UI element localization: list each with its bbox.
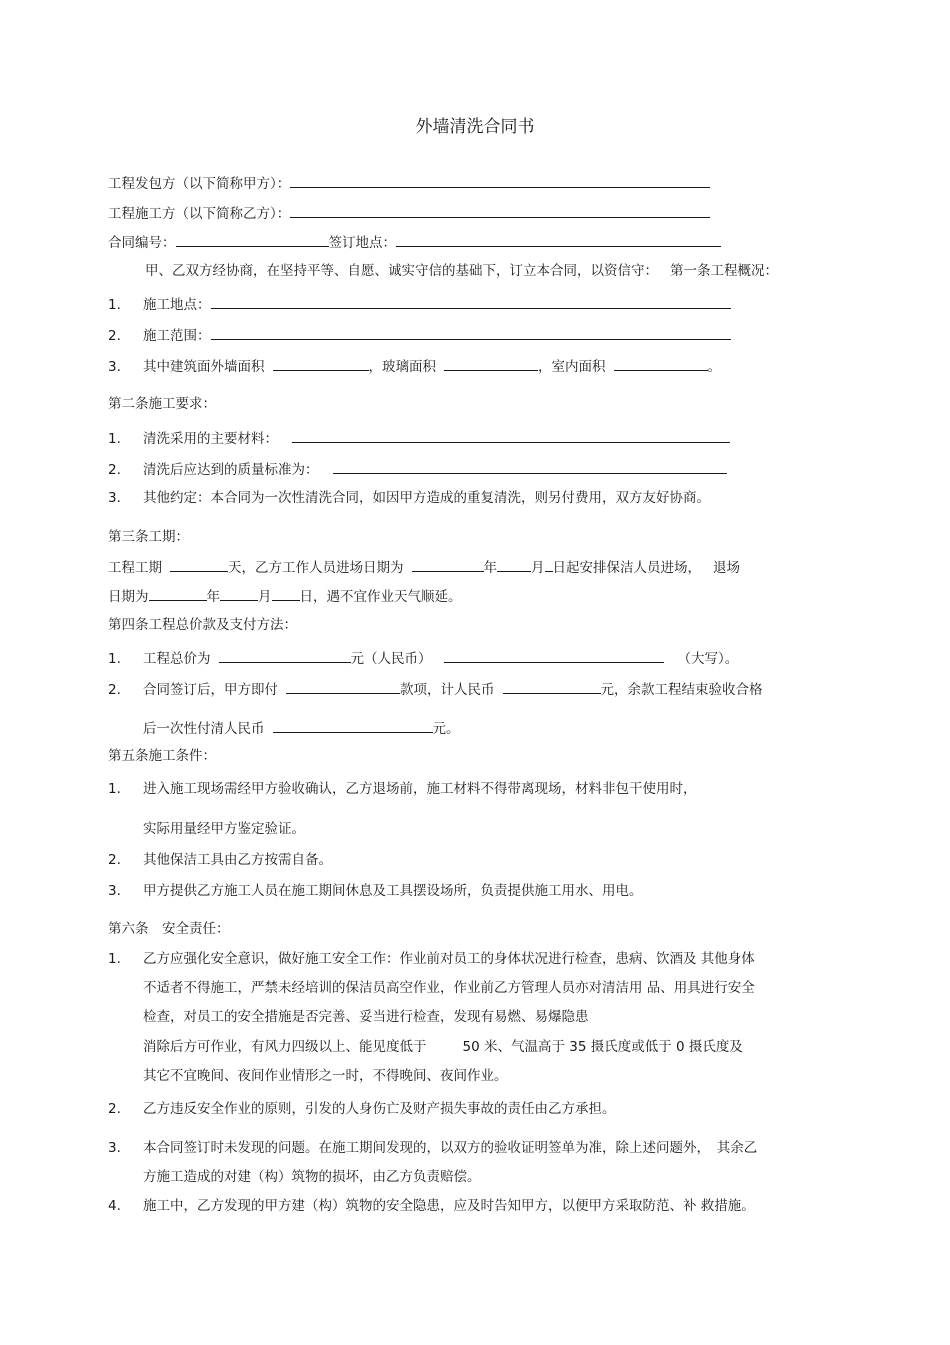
indoor-area-blank[interactable] xyxy=(614,356,708,371)
month-unit: 月 xyxy=(531,560,545,576)
article6-item-4-text: 施工中，乙方发现的甲方建（构）筑物的安全隐患，应及时告知甲方，以便甲方采取防范、补 救措施。 xyxy=(143,1198,755,1214)
duration-label: 工程工期 xyxy=(108,560,162,576)
site-scope-blank[interactable] xyxy=(211,325,731,340)
article6-item-2 xyxy=(108,1100,616,1118)
article6-item-1 xyxy=(108,950,755,968)
item-number: 3. xyxy=(108,359,121,375)
party-a-blank[interactable] xyxy=(290,173,710,188)
document-title: 外墙清洗合同书 xyxy=(415,117,535,137)
item-number: 3. xyxy=(108,1140,121,1156)
article1-item-2 xyxy=(108,325,731,345)
year-unit: 年 xyxy=(483,560,497,576)
exit-month-blank[interactable] xyxy=(220,586,258,601)
advance-payment-blank[interactable] xyxy=(286,679,400,694)
article2-item-2 xyxy=(108,459,727,479)
item-number: 4. xyxy=(108,1198,121,1214)
wall-area-label: 其中建筑面外墙面积 xyxy=(143,359,265,375)
item-number: 2. xyxy=(108,1101,121,1117)
contract-no-line xyxy=(108,232,721,252)
year-unit: 年 xyxy=(206,589,220,605)
article6-item-1-line-5: 其它不宜晚间、夜间作业情形之一时，不得晚间、夜间作业。 xyxy=(143,1068,508,1084)
article6-item-1-line-1: 乙方应强化安全意识，做好施工安全工作：作业前对员工的身体状况进行检查，患病、饮酒及 其他身体 xyxy=(143,951,755,967)
month-unit: 月 xyxy=(258,589,272,605)
entry-text: 日起安排保洁人员进场， xyxy=(552,560,701,576)
article5-item-2 xyxy=(108,851,332,869)
article5-item-3 xyxy=(108,882,643,900)
party-b-blank[interactable] xyxy=(290,203,710,218)
article6-item-3 xyxy=(108,1139,757,1157)
article2-item-1 xyxy=(108,428,730,448)
article4-title: 第四条工程总价款及支付方法： xyxy=(108,617,297,633)
yuan-unit: 元。 xyxy=(432,721,460,737)
article4-item-2 xyxy=(108,679,763,699)
materials-label: 清洗采用的主要材料： xyxy=(143,431,278,447)
total-price-words-blank[interactable] xyxy=(444,648,664,663)
article6-item-1-line-4 xyxy=(143,1038,743,1056)
item-number: 1. xyxy=(108,431,121,447)
exit-day-blank[interactable] xyxy=(272,586,300,601)
article5-title: 第五条施工条件： xyxy=(108,748,216,764)
contract-no-blank[interactable] xyxy=(176,232,329,247)
total-price-blank[interactable] xyxy=(219,648,351,663)
site-location-label: 施工地点： xyxy=(143,297,211,313)
other-terms-text: 其他约定：本合同为一次性清洗合同，如因甲方造成的重复清洗，则另付费用，双方友好协商。 xyxy=(143,490,710,506)
article6-item-1-line-3: 检查，对员工的安全措施是否完善、妥当进行检查，发现有易燃、易爆隐患 xyxy=(143,1009,589,1025)
entry-day-blank[interactable] xyxy=(545,557,553,572)
article1-title: 第一条工程概况： xyxy=(670,263,778,279)
item-number: 2. xyxy=(108,682,121,698)
article6-item-3-line-2: 方施工造成的对建（构）筑物的损坏，由乙方负责赔偿。 xyxy=(143,1169,481,1185)
balance-amount-blank[interactable] xyxy=(273,718,433,733)
sign-place-label: 签订地点： xyxy=(328,235,396,251)
balance-label: 后一次性付清人民币 xyxy=(143,721,265,737)
entry-year-blank[interactable] xyxy=(412,557,484,572)
party-b-label: 工程施工方（以下简称乙方）： xyxy=(108,206,291,222)
duration-days-blank[interactable] xyxy=(170,557,228,572)
period-mark: 。 xyxy=(707,359,721,375)
article6-item-3-line-1: 本合同签订时未发现的问题。在施工期间发现的，以双方的验收证明签单为准，除上述问题外， 其余乙 xyxy=(143,1140,758,1156)
exit-text: 日，遇不宜作业天气顺延。 xyxy=(299,589,462,605)
preamble-text: 甲、乙双方经协商，在坚持平等、自愿、诚实守信的基础下，订立本合同，以资信守： xyxy=(145,263,658,279)
site-scope-label: 施工范围： xyxy=(143,328,211,344)
exit-label: 退场 xyxy=(713,560,740,576)
article4-item-1 xyxy=(108,648,738,668)
quality-label: 清洗后应达到的质量标准为： xyxy=(143,462,319,478)
item-number: 1. xyxy=(108,951,121,967)
wind-visibility-text: 消除后方可作业，有风力四级以上、能见度低于 xyxy=(143,1039,427,1055)
article2-title: 第二条施工要求： xyxy=(108,396,216,412)
item-number: 1. xyxy=(108,651,121,667)
sign-place-blank[interactable] xyxy=(396,232,721,247)
article4-item-2-cont xyxy=(143,718,460,738)
party-a-label: 工程发包方（以下简称甲方）： xyxy=(108,176,291,192)
article1-item-1 xyxy=(108,294,731,314)
party-a-line xyxy=(108,173,710,193)
in-words-label: （大写）。 xyxy=(677,651,739,667)
article6-item-4 xyxy=(108,1197,755,1215)
materials-blank[interactable] xyxy=(292,428,730,443)
article6-title: 第六条 安全责任： xyxy=(108,921,230,937)
article3-title: 第三条工期： xyxy=(108,529,189,545)
article5-item-1 xyxy=(108,780,697,798)
exit-year-blank[interactable] xyxy=(149,586,207,601)
rmb-label: 元（人民币） xyxy=(350,651,432,667)
contract-no-label: 合同编号： xyxy=(108,235,176,251)
amount-label: 款项，计人民币 xyxy=(400,682,495,698)
party-b-line xyxy=(108,203,710,223)
article6-item-2-text: 乙方违反安全作业的原则，引发的人身伤亡及财产损失事故的责任由乙方承担。 xyxy=(143,1101,616,1117)
glass-area-label: ，玻璃面积 xyxy=(368,359,436,375)
article6-item-1-line-2: 不适者不得施工，严禁未经培训的保洁员高空作业，作业前乙方管理人员亦对清洁用 品、用具进行安全 xyxy=(143,980,755,996)
article5-item-1-text: 进入施工现场需经甲方验收确认，乙方退场前，施工材料不得带离现场，材料非包干使用时， xyxy=(143,781,697,797)
balance-text: 元，余款工程结束验收合格 xyxy=(600,682,763,698)
item-number: 3. xyxy=(108,883,121,899)
article5-item-1-cont: 实际用量经甲方鉴定验证。 xyxy=(143,821,305,837)
site-location-blank[interactable] xyxy=(211,294,731,309)
item-number: 2. xyxy=(108,852,121,868)
article2-item-3 xyxy=(108,489,710,507)
article5-item-3-text: 甲方提供乙方施工人员在施工期间休息及工具摆设场所，负责提供施工用水、用电。 xyxy=(143,883,643,899)
preamble-line xyxy=(145,262,778,280)
indoor-area-label: ，室内面积 xyxy=(538,359,606,375)
advance-payment-label: 合同签订后，甲方即付 xyxy=(143,682,278,698)
article3-line-1 xyxy=(108,557,740,577)
item-number: 2. xyxy=(108,328,121,344)
item-number: 2. xyxy=(108,462,121,478)
entry-month-blank[interactable] xyxy=(497,557,531,572)
wall-area-blank[interactable] xyxy=(273,356,369,371)
total-price-label: 工程总价为 xyxy=(143,651,211,667)
glass-area-blank[interactable] xyxy=(444,356,538,371)
advance-amount-blank[interactable] xyxy=(503,679,601,694)
item-number: 1. xyxy=(108,781,121,797)
article5-item-2-text: 其他保洁工具由乙方按需自备。 xyxy=(143,852,332,868)
quality-blank[interactable] xyxy=(333,459,727,474)
item-number: 3. xyxy=(108,490,121,506)
item-number: 1. xyxy=(108,297,121,313)
exit-date-label: 日期为 xyxy=(108,589,149,605)
temperature-text: 50 米、气温高于 35 摄氏度或低于 0 摄氏度及 xyxy=(462,1039,743,1055)
entry-date-label: 天，乙方工作人员进场日期为 xyxy=(228,560,404,576)
article1-item-3 xyxy=(108,356,721,376)
article3-line-2 xyxy=(108,586,462,606)
